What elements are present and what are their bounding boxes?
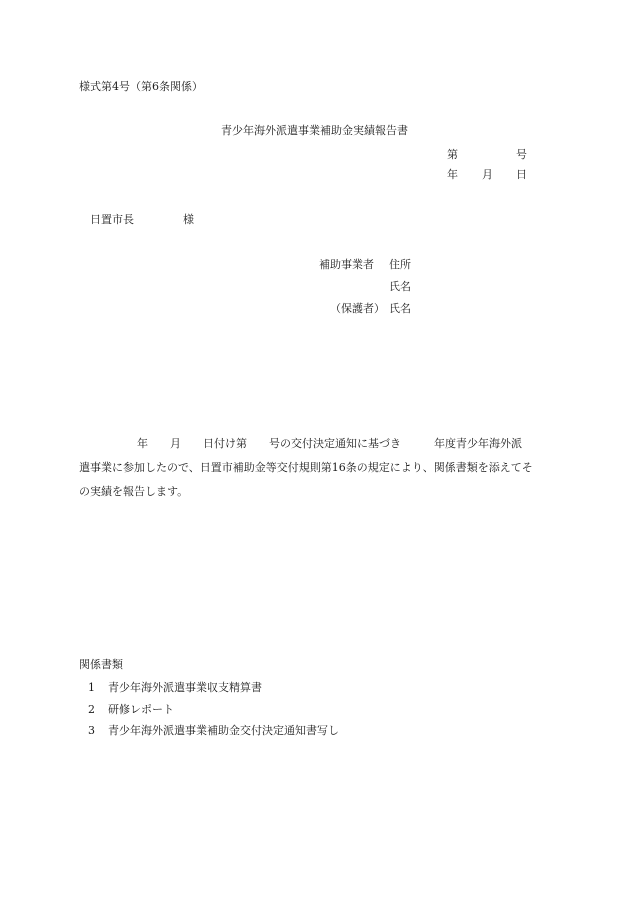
list-item-number: 2 bbox=[88, 702, 95, 716]
form-number: 様式第4号（第6条関係） bbox=[79, 80, 203, 93]
list-item-label: 研修レポート bbox=[108, 702, 174, 716]
addressee-honorific: 様 bbox=[183, 213, 194, 226]
attachments-list bbox=[88, 681, 339, 746]
attachments-heading: 関係書類 bbox=[79, 658, 123, 671]
date-day-label: 日 bbox=[516, 168, 527, 181]
addressee-name: 日置市長 bbox=[90, 213, 134, 226]
list-item bbox=[88, 681, 339, 703]
list-item-number: 3 bbox=[88, 724, 95, 737]
list-item-label: 青少年海外派遣事業補助金交付決定通知書写し bbox=[108, 724, 339, 737]
date-month-label: 月 bbox=[482, 168, 493, 181]
report-body-line-2: 遣事業に参加したので、日置市補助金等交付規則第16条の規定により、関係書類を添えてそ bbox=[79, 461, 533, 474]
report-body bbox=[79, 432, 551, 504]
document-title: 青少年海外派遣事業補助金実績報告書 bbox=[221, 124, 408, 137]
applicant-name-label: 氏名 bbox=[389, 280, 411, 293]
applicant-address-label: 住所 bbox=[389, 258, 411, 271]
list-item-number: 1 bbox=[88, 681, 95, 694]
report-body-line-1: 年 月 日付け第 号の交付決定通知に基づき 年度青少年海外派 bbox=[137, 437, 522, 450]
guardian-label: （保護者） bbox=[330, 302, 385, 315]
list-item bbox=[88, 703, 339, 725]
list-item bbox=[88, 724, 339, 746]
doc-number-dai: 第 bbox=[447, 148, 458, 161]
date-year-label: 年 bbox=[447, 168, 458, 181]
applicant-role-label: 補助事業者 bbox=[319, 258, 374, 271]
doc-number-go: 号 bbox=[516, 148, 527, 161]
guardian-name-label: 氏名 bbox=[389, 302, 411, 315]
report-body-line-3: の実績を報告します。 bbox=[79, 485, 189, 498]
list-item-label: 青少年海外派遣事業収支精算書 bbox=[108, 681, 262, 694]
